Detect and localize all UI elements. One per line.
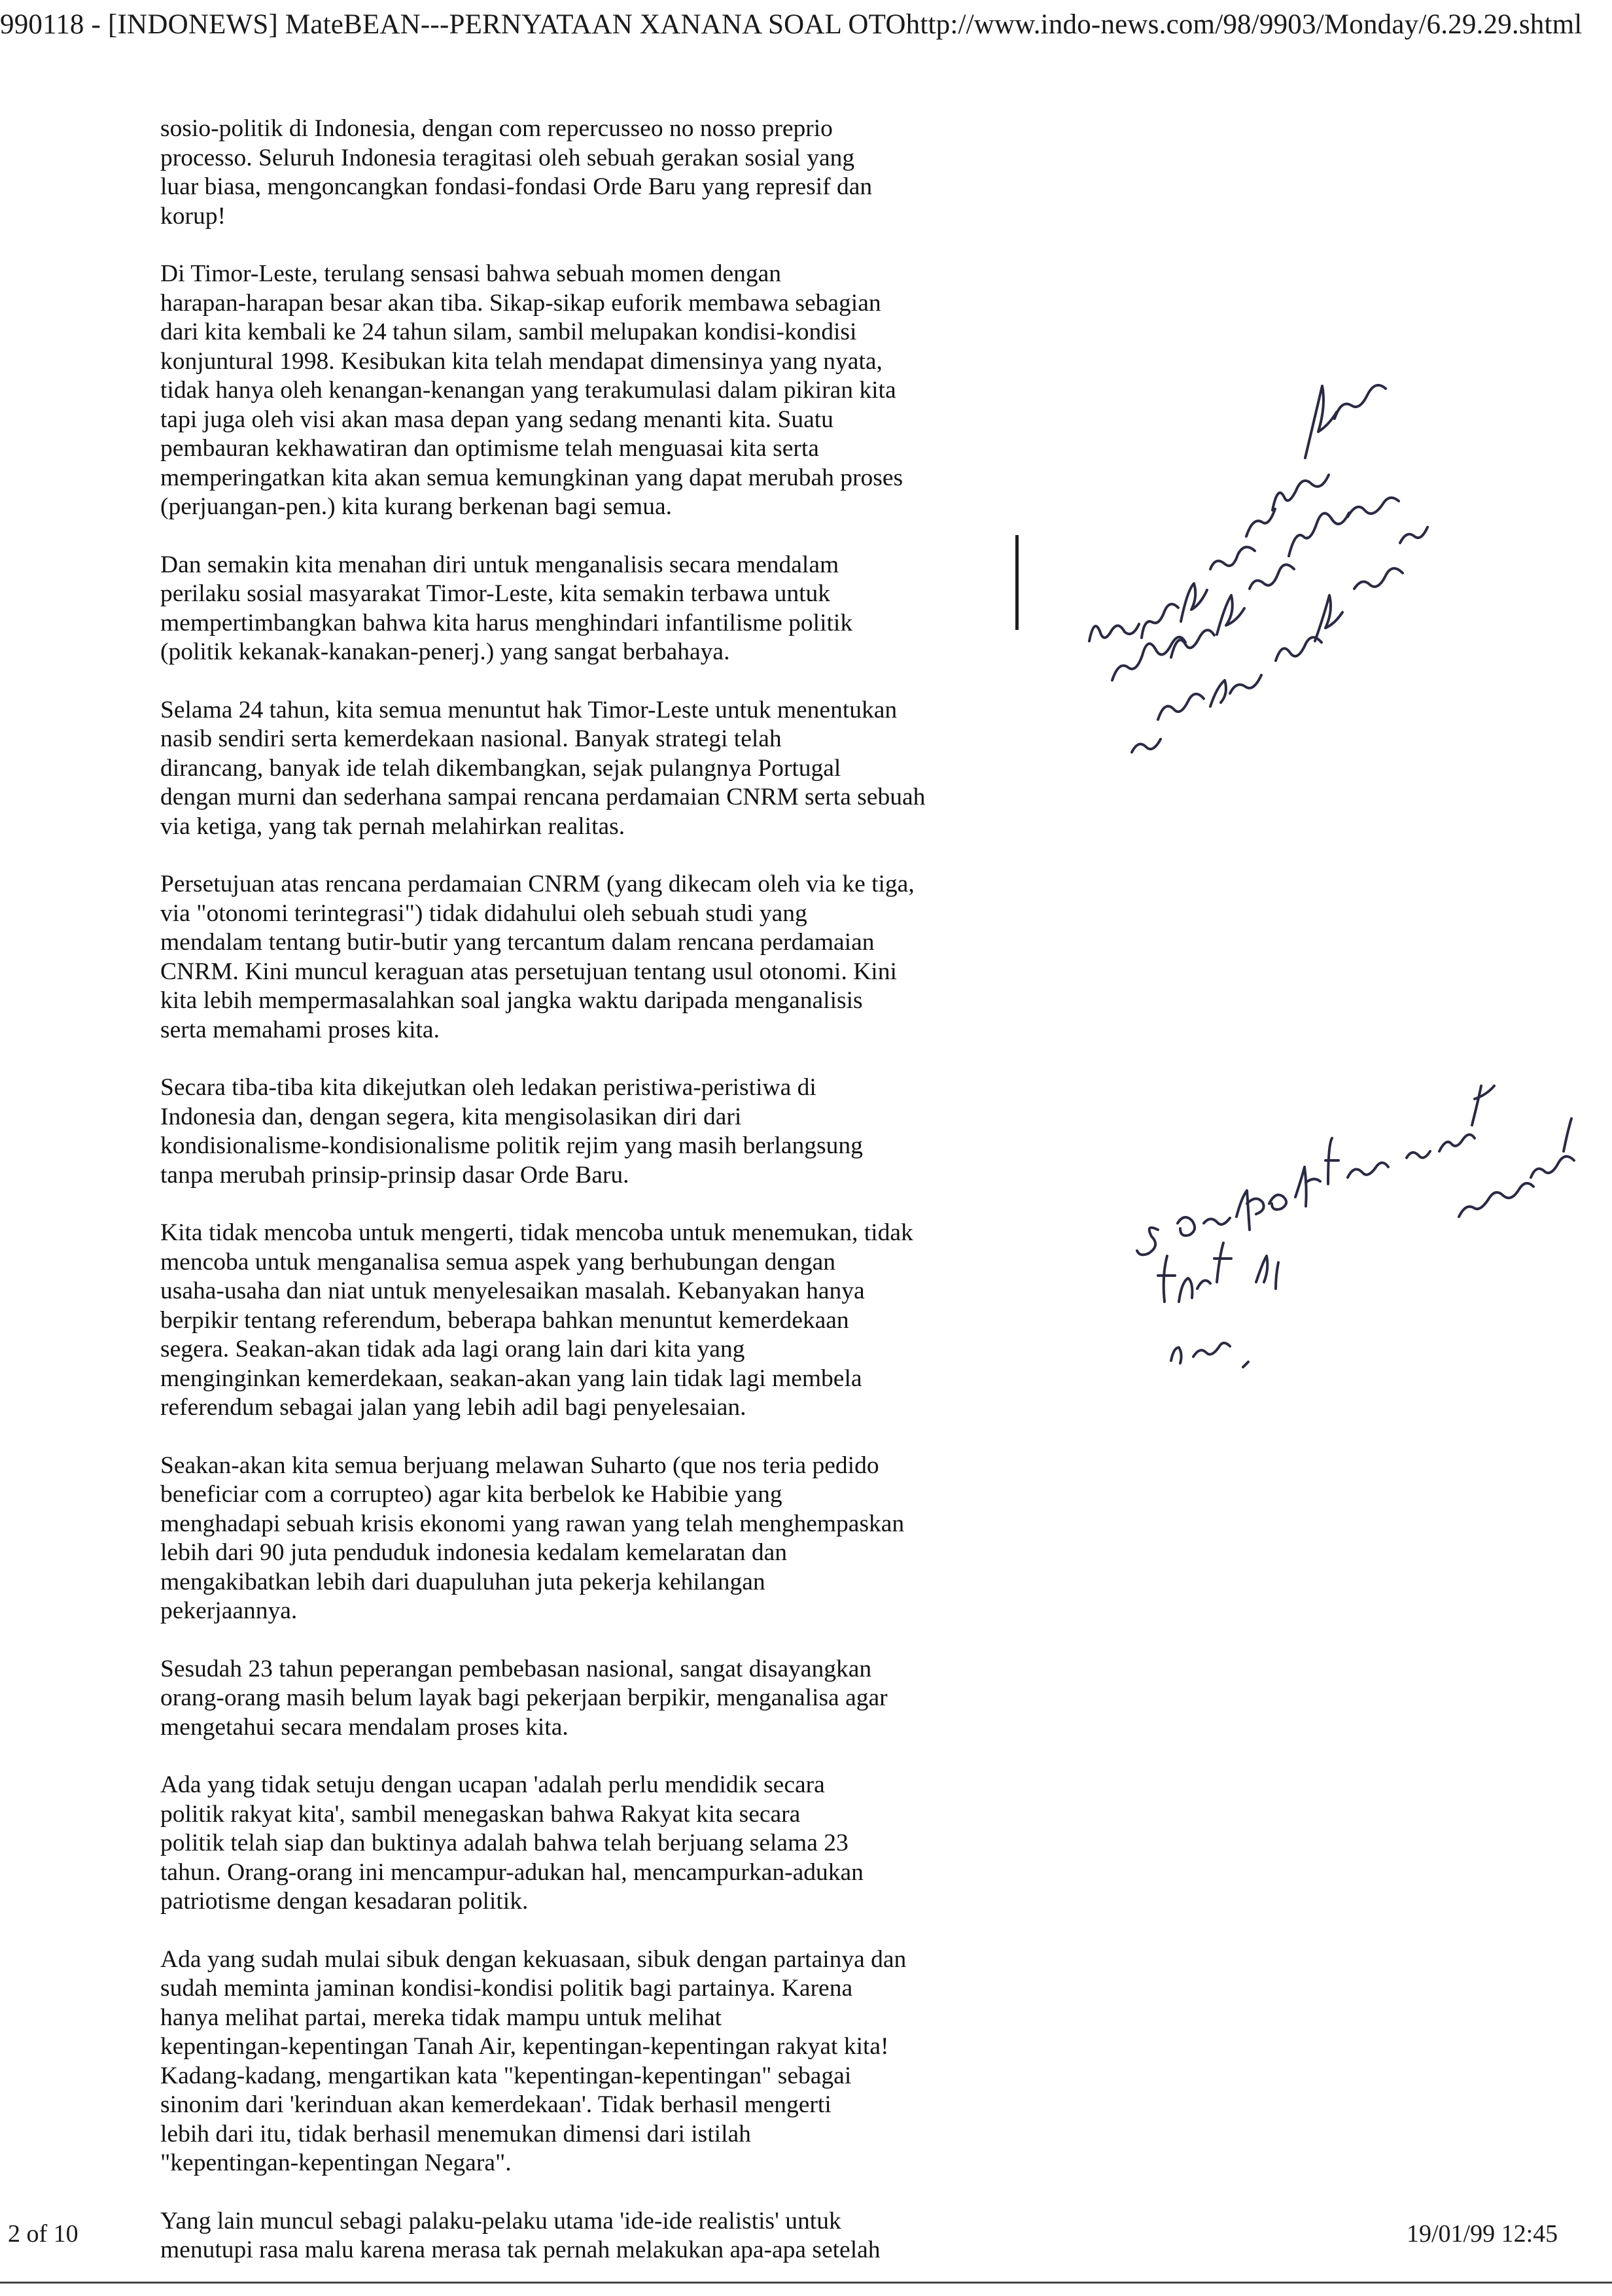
- text-line: perilaku sosial masyarakat Timor-Leste, kita semakin terbawa untuk: [160, 580, 830, 607]
- text-line: Yang lain muncul sebagi palaku-pelaku utama 'ide-ide realistis' untuk: [160, 2207, 841, 2235]
- handwritten-note-bottom: [1137, 1086, 1574, 1367]
- text-line: mengakibatkan lebih dari duapuluhan juta pekerja kehilangan: [160, 1568, 765, 1595]
- text-line: lebih dari 90 juta penduduk indonesia kedalam kemelaratan dan: [160, 1539, 788, 1566]
- paragraph: [160, 1452, 1030, 1626]
- text-line: kepentingan-kepentingan Tanah Air, kepentingan-kepentingan rakyat kita!: [160, 2033, 889, 2060]
- text-line: konjuntural 1998. Kesibukan kita telah mendapat dimensinya yang nyata,: [160, 347, 883, 375]
- text-line: memperingatkan kita akan semua kemungkinan yang dapat merubah proses: [160, 464, 903, 491]
- paragraph: [160, 696, 1030, 842]
- text-line: beneficiar com a corrupteo) agar kita berbelok ke Habibie yang: [160, 1481, 782, 1508]
- text-line: hanya melihat partai, mereka tidak mampu untuk melihat: [160, 2004, 722, 2031]
- paragraph: [160, 870, 1030, 1045]
- text-line: nasib sendiri serta kemerdekaan nasional. Banyak strategi telah: [160, 725, 782, 752]
- text-line: dari kita kembali ke 24 tahun silam, sambil melupakan kondisi-kondisi: [160, 319, 857, 345]
- text-line: via ketiga, yang tak pernah melahirkan realitas.: [160, 812, 625, 840]
- paragraph: [160, 551, 1030, 667]
- text-line: politik telah siap dan buktinya adalah bahwa telah berjuang selama 23: [160, 1830, 849, 1856]
- text-line: harapan-harapan besar akan tiba. Sikap-sikap euforik membawa sebagian: [160, 289, 881, 317]
- text-line: tanpa merubah prinsip-prinsip dasar Orde Baru.: [160, 1161, 629, 1189]
- paragraph: [160, 1771, 1030, 1917]
- text-line: Persetujuan atas rencana perdamaian CNRM (yang dikecam oleh via ke tiga,: [160, 871, 915, 897]
- text-line: tahun. Orang-orang ini mencampur-adukan hal, mencampurkan-adukan: [160, 1858, 864, 1886]
- text-line: Ada yang sudah mulai sibuk dengan kekuasaan, sibuk dengan partainya dan: [160, 1945, 907, 1973]
- paragraph: [160, 114, 1030, 231]
- text-line: processo. Seluruh Indonesia teragitasi oleh sebuah gerakan sosial yang: [160, 144, 855, 171]
- text-line: Dan semakin kita menahan diri untuk menganalisis secara mendalam: [160, 551, 839, 578]
- text-line: usaha-usaha dan niat untuk menyelesaikan masalah. Kebanyakan hanya: [160, 1278, 865, 1304]
- text-line: sosio-politik di Indonesia, dengan com repercusseo no nosso preprio: [160, 115, 833, 142]
- paragraph: [160, 260, 1030, 522]
- text-line: via "otonomi terintegrasi") tidak didahului oleh sebuah studi yang: [160, 899, 807, 927]
- paragraph: [160, 1945, 1030, 2178]
- text-line: mendalam tentang butir-butir yang tercantum dalam rencana perdamaian: [160, 929, 875, 956]
- text-line: Kita tidak mencoba untuk mengerti, tidak mencoba untuk menemukan, tidak: [160, 1219, 913, 1246]
- text-line: referendum sebagai jalan yang lebih adil bagi penyelesaian.: [160, 1394, 746, 1421]
- text-line: Seakan-akan kita semua berjuang melawan Suharto (que nos teria pedido: [160, 1452, 879, 1479]
- text-line: menghadapi sebuah krisis ekonomi yang rawan yang telah menghempaskan: [160, 1510, 905, 1537]
- text-line: Ada yang tidak setuju dengan ucapan 'adalah perlu mendidik secara: [160, 1771, 825, 1798]
- text-line: dirancang, banyak ide telah dikembangkan, sejak pulangnya Portugal: [160, 754, 841, 782]
- bottom-rule: [0, 2282, 1612, 2284]
- text-line: serta memahami proses kita.: [160, 1016, 440, 1043]
- text-line: segera. Seakan-akan tidak ada lagi orang lain dari kita yang: [160, 1336, 745, 1363]
- text-line: kondisionalisme-kondisionalisme politik rejim yang masih berlangsung: [160, 1132, 863, 1159]
- print-datetime: 19/01/99 12:45: [1407, 2220, 1558, 2248]
- text-line: menginginkan kemerdekaan, seakan-akan yang lain tidak lagi membela: [160, 1365, 862, 1392]
- paragraph: [160, 1219, 1030, 1423]
- text-line: (politik kekanak-kanakan-penerj.) yang sangat berbahaya.: [160, 638, 730, 665]
- paragraph: [160, 1655, 1030, 1743]
- text-line: lebih dari itu, tidak berhasil menemukan dimensi dari istilah: [160, 2120, 751, 2148]
- text-line: Sesudah 23 tahun peperangan pembebasan nasional, sangat disayangkan: [160, 1655, 872, 1682]
- margin-mark: [1015, 535, 1019, 630]
- text-line: sudah meminta jaminan kondisi-kondisi politik bagi partainya. Karena: [160, 1975, 853, 2002]
- text-line: tapi juga oleh visi akan masa depan yang sedang menanti kita. Suatu: [160, 406, 833, 433]
- text-line: kita lebih mempermasalahkan soal jangka waktu daripada menganalisis: [160, 987, 863, 1014]
- text-line: (perjuangan-pen.) kita kurang berkenan bagi semua.: [160, 493, 672, 520]
- text-line: sinonim dari 'kerinduan akan kemerdekaan'. Tidak berhasil mengerti: [160, 2091, 832, 2118]
- text-line: dengan murni dan sederhana sampai rencana perdamaian CNRM serta sebuah: [160, 784, 926, 810]
- text-line: "kepentingan-kepentingan Negara".: [160, 2149, 512, 2176]
- text-line: politik rakyat kita', sambil menegaskan bahwa Rakyat kita secara: [160, 1800, 801, 1828]
- text-line: Di Timor-Leste, terulang sensasi bahwa sebuah momen dengan: [160, 260, 782, 287]
- page-number: 2 of 10: [8, 2220, 79, 2248]
- text-line: menutupi rasa malu karena merasa tak pernah melakukan apa-apa setelah: [160, 2236, 881, 2263]
- text-line: Indonesia dan, dengan segera, kita mengisolasikan diri dari: [160, 1103, 742, 1130]
- text-line: pembauran kekhawatiran dan optimisme telah menguasai kita serta: [160, 435, 819, 462]
- paragraph: [160, 1073, 1030, 1190]
- text-line: korup!: [160, 202, 226, 230]
- handwritten-note-top: [1089, 385, 1428, 752]
- text-line: luar biasa, mengoncangkan fondasi-fondasi Orde Baru yang represif dan: [160, 173, 873, 200]
- text-line: orang-orang masih belum layak bagi pekerjaan berpikir, menganalisa agar: [160, 1684, 888, 1711]
- text-line: patriotisme dengan kesadaran politik.: [160, 1888, 529, 1915]
- text-line: mencoba untuk menganalisa semua aspek yang berhubungan dengan: [160, 1248, 835, 1276]
- text-line: Secara tiba-tiba kita dikejutkan oleh ledakan peristiwa-peristiwa di: [160, 1074, 816, 1101]
- text-line: mempertimbangkan bahwa kita harus menghindari infantilisme politik: [160, 609, 853, 636]
- text-line: berpikir tentang referendum, beberapa bahkan menuntut kemerdekaan: [160, 1306, 849, 1334]
- text-line: tidak hanya oleh kenangan-kenangan yang terakumulasi dalam pikiran kita: [160, 377, 896, 404]
- text-line: mengetahui secara mendalam proses kita.: [160, 1713, 569, 1741]
- text-line: Kadang-kadang, mengartikan kata "kepentingan-kepentingan" sebagai: [160, 2062, 852, 2089]
- article-body: [160, 114, 1030, 2294]
- text-line: pekerjaannya.: [160, 1597, 298, 1624]
- page-header: 990118 - [INDONEWS] MateBEAN---PERNYATAAN XANANA SOAL OTOhttp://www.indo-news.com/98/9903/Monday/6.29.29.shtml: [0, 9, 1583, 40]
- text-line: CNRM. Kini muncul keraguan atas persetujuan tentang usul otonomi. Kini: [160, 958, 897, 985]
- text-line: Selama 24 tahun, kita semua menuntut hak Timor-Leste untuk menentukan: [160, 696, 898, 723]
- paragraph: [160, 2207, 1030, 2265]
